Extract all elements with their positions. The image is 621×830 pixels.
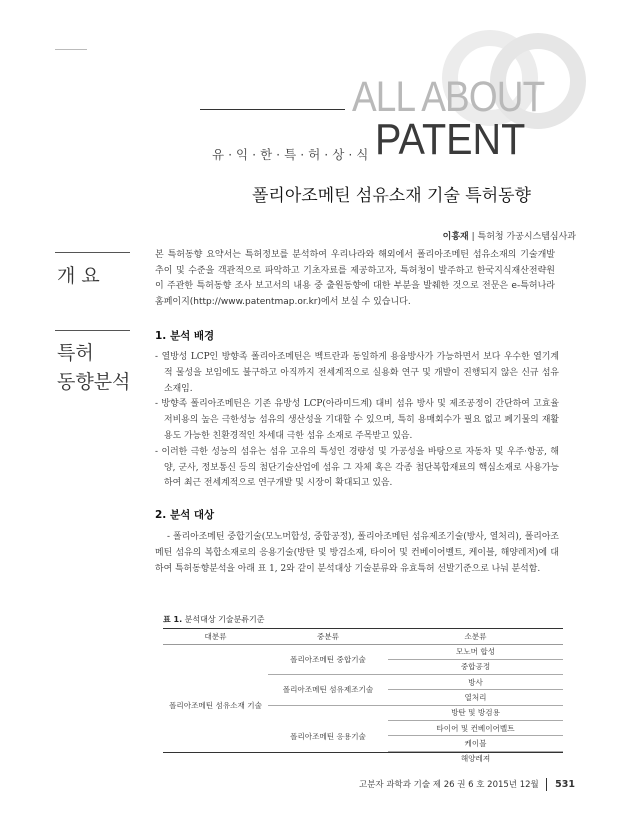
footer-journal: 고분자 과학과 기술 <box>359 780 431 790</box>
classification-table <box>163 630 563 766</box>
table-bottom-rule <box>163 752 563 753</box>
table-header-cell: 중분류 <box>268 630 388 644</box>
section1-bullets <box>155 350 559 492</box>
table-row <box>163 644 563 659</box>
side-heading-patent-line1: 특허 <box>57 342 94 364</box>
table-cell-minor: 해양레져 <box>460 754 491 764</box>
footer-issue: 제 26 권 6 호 2015년 12월 <box>432 780 539 790</box>
table-header-cell: 대분류 <box>163 630 268 644</box>
table-cell-mid: 폴리아조메틴 섬유제조기술 <box>268 675 388 706</box>
side-heading-overview: 개 요 <box>57 265 100 287</box>
table-cell-major: 폴리아조메틴 섬유소재 기술 <box>169 700 262 710</box>
header-patent: PATENT <box>375 115 526 164</box>
table-cell-minor: 케이블 <box>388 736 563 751</box>
section2-heading: 2. 분석 대상 <box>155 509 215 521</box>
table-cell-minor: 중합공정 <box>388 659 563 674</box>
author-affiliation: 특허청 가공시스템심사과 <box>477 232 576 242</box>
article-title: 폴리아조메틴 섬유소재 기술 특허동향 <box>252 186 531 206</box>
list-item: - 열방성 LCP인 방향족 폴리아조메틴은 벡트란과 동일하게 용융방사가 가능하면서 보다 우수한 열기계적 물성을 보임에도 불구하고 아직까지 전세계적으로 실용화 연구 및 개발이 진행되지 않은 신규 섬유소재임. <box>155 352 559 394</box>
side-heading-patent-line2: 동향분석 <box>57 371 131 393</box>
table-header-row <box>163 630 563 644</box>
table-cell-mid: 폴리아조메틴 중합기술 <box>268 644 388 675</box>
list-item: - 이러한 극한 성능의 섬유는 섬유 고유의 특성인 경량성 및 가공성을 바탕으로 자동차 및 우주·항공, 해양, 군사, 정보통신 등의 첨단기술산업에 섬유 그 자체 혹은 각종 첨단복합재료의 핵심소재로 사용가능하여 최근 전세계적으로 연구개발 및 시장이 확대되고 있음. <box>155 446 559 489</box>
top-left-rule <box>55 49 87 50</box>
byline <box>443 229 576 242</box>
table-cell-minor: 방사 <box>388 675 563 690</box>
intro-paragraph: 본 특허동향 요약서는 특허정보를 분석하여 우리나라와 해외에서 폴리아조메틴 섬유소재의 기술개발 추이 및 수준을 객관적으로 파악하고 기초자료를 제공하고자, 특허청이 발주하고 한국지식재산전략원이 주관한 특허동향 조사 보고서의 내용 중 출원동향에 대한 부분을 발췌한 것으로 전문은 e-특허나라 홈페이지(http://www.patentmap.or.kr)에서 보실 수 있습니다. <box>155 250 555 307</box>
table-cell-minor: 방탄 및 방검용 <box>388 705 563 720</box>
table-header-cell: 소분류 <box>388 630 563 644</box>
page-footer <box>359 778 575 791</box>
header-all-about: ALL ABOUT <box>352 73 545 121</box>
section1-heading: 1. 분석 배경 <box>155 330 215 342</box>
list-item: - 방향족 폴리아조메틴은 기존 유방성 LCP(아라미드계) 대비 섬유 방사 및 제조공정이 간단하여 고효율 저비용의 높은 극한성능 섬유의 생산성을 기대할 수 있으며, 특히 용매회수가 필요 없고 폐기물의 재활용도 가능한 친환경적인 차세대 극한 섬유 소재로 주목받고 있음. <box>155 399 559 441</box>
section2-paragraph: - 폴리아조메틴 중합기술(모노머합성, 중합공정), 폴리아조메틴 섬유제조기술(방사, 열처리), 폴리아조메틴 섬유의 복합소재로의 응용기술(방탄 및 방검소재, 타이어 및 컨베이어벨트, 케이블, 해양레저)에 대하여 특허동향분석을 아래 표 1, 2와 같이 분석대상 기술분류와 유효특허 선발기준으로 나눠 분석함. <box>155 532 559 574</box>
table-cell-minor: 타이어 및 컨베이어벨트 <box>388 720 563 735</box>
page-number: 531 <box>555 779 575 790</box>
byline-separator: | <box>471 232 478 242</box>
table-top-rule <box>163 628 563 629</box>
side-rule-overview <box>55 252 130 253</box>
header-kicker: 유·익·한·특·허·상·식 <box>212 147 373 162</box>
table-cell-minor: 열처리 <box>388 690 563 705</box>
header-rule <box>200 109 345 110</box>
side-heading-patent <box>57 339 130 397</box>
author-name: 이흥재 <box>442 232 469 242</box>
table-cell-minor: 모노머 합성 <box>388 644 563 659</box>
table-caption-text: 분석대상 기술분류기준 <box>184 615 265 624</box>
table-caption <box>163 614 265 625</box>
side-rule-patent <box>55 330 130 331</box>
table-cell-mid: 폴리아조메틴 응용기술 <box>290 731 366 741</box>
footer-divider <box>546 778 547 791</box>
table-caption-number: 표 1. <box>163 615 183 624</box>
